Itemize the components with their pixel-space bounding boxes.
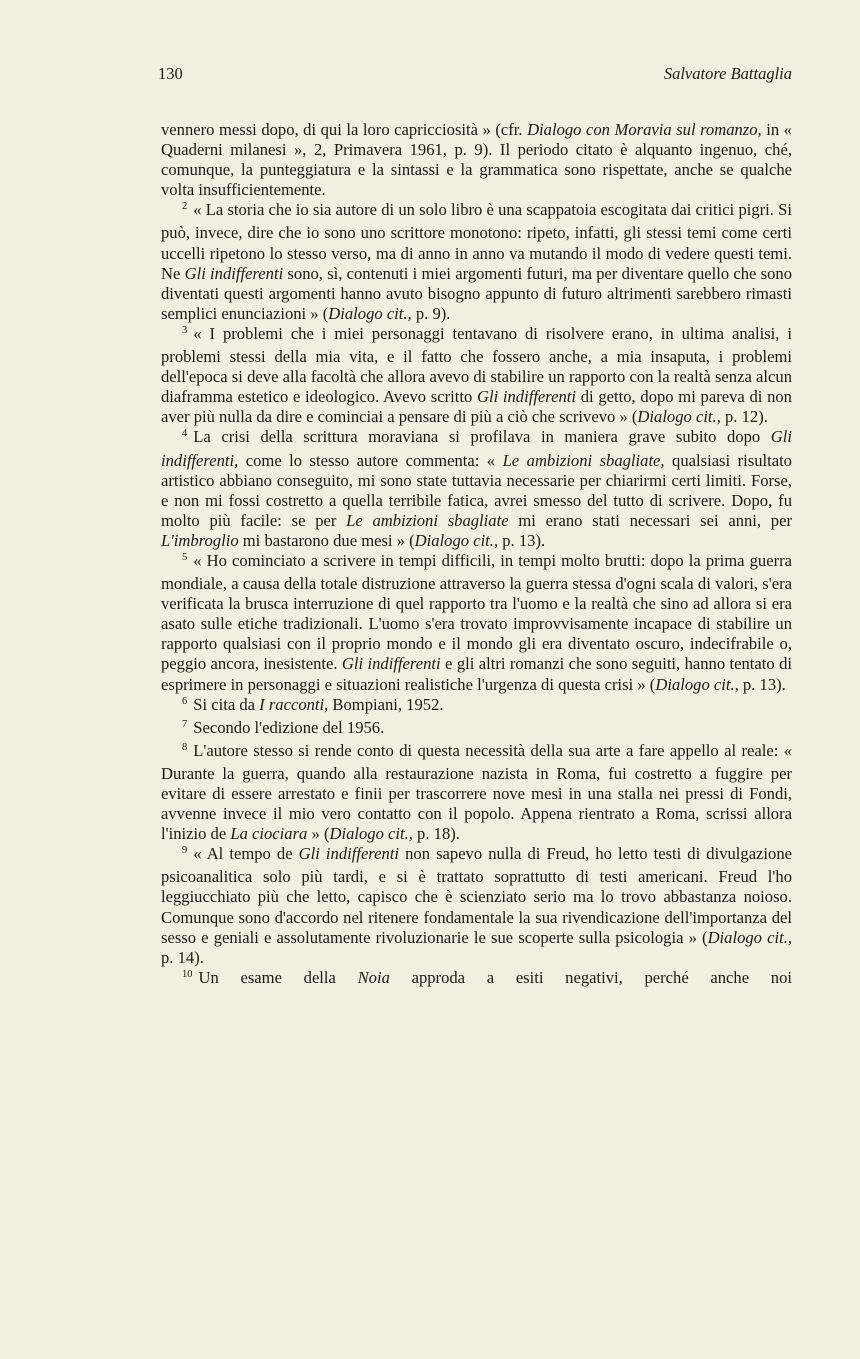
footnote-1-continuation: vennero messi dopo, di qui la loro capricciosità » (cfr. Dialogo con Moravia sul romanzo, in « Quaderni milanesi », 2, Primavera 1961, p. 9). Il periodo citato è alquanto ingenuo, ché, comunque, la punteggiatura e la sintassi e la grammatica sono rispettate, anche se qualche volta insufficientemente. [161, 120, 792, 200]
page-number: 130 [158, 64, 183, 83]
footnote-9: $^9$ « Al tempo de Gli indifferenti non sapevo nulla di Freud, ho letto testi di divulgazione psicoanalitica solo più tardi, e si è trattato soprattutto di testi americani. Freud l'ho leggiucchiato più che letto, capisco che è scienziato serio ma lo trovo abbastanza noioso. Comunque sono d'accordo nel ritenere fondamentale la sua rivendicazione dell'importanza del sesso e geniali e assolutamente rivoluzionarie le sue scoperte sulla psicologia » (Dialogo cit., p. 14). [161, 844, 792, 967]
footnote-number: 2 [182, 201, 188, 213]
footnote-2: $^2$ « La storia che io sia autore di un solo libro è una scappatoia escogitata dai critici pigri. Si può, invece, dire che io sono uno scrittore monotono: ripeto, infatti, gli stessi temi come certi uccelli ripetono lo stesso verso, ma di anno in anno va mutando il modo di vedere questi temi. Ne Gli indifferenti sono, sì, contenuti i miei argomenti futuri, ma per diventare quello che sono diventati questi argomenti hanno avuto bisogno appunto di futuro altrimenti sarebbero rimasti semplici enunciazioni » (Dialogo cit., p. 9). [161, 200, 793, 323]
footnote-number: 6 [182, 695, 188, 707]
footnote-7: $^7$ Secondo l'edizione del 1956. [182, 717, 385, 737]
footnote-8: $^8$ L'autore stesso si rende conto di questa necessità della sua arte a fare appello al reale: « Durante la guerra, quando alla restaurazione nazista in Roma, fui costretto a fuggire per evitare di essere arrestato e finii per trascorrere nove mesi in una stalla nei pressi di Fondi, avvenne invece il mio vero contatto con il popolo. Appena rientrato a Roma, scrissi allora l'inizio de La ciociara » (Dialogo cit., p. 18). [161, 740, 792, 844]
footnote-number: 5 [182, 551, 188, 563]
footnote-number: 9 [182, 845, 188, 857]
footnote-10: $^{10}$ Un esame della Noia approda a esiti negativi, perché anche noi [182, 967, 792, 987]
page-header [158, 64, 792, 88]
footnote-number: 4 [182, 428, 188, 440]
footnote-number: 8 [182, 741, 188, 753]
footnote-number: 3 [182, 324, 188, 336]
footnote-5: $^5$ « Ho cominciato a scrivere in tempi difficili, in tempi molto brutti: dopo la prima guerra mondiale, a causa della totale distruzione attraverso la guerra stessa d'ogni scala di valori, s'era verificata la brusca interruzione di quel rapporto tra l'uomo e la realtà che sino ad allora si era asato sulle etiche tradizionali. L'uomo s'era trovato improvvisamente incapace di stabilire un rapporto qualsiasi con il proprio mondo e il mondo gli era diventato oscuro, indecifrabile o, peggio ancora, inesistente. Gli indifferenti e gli altri romanzi che sono seguiti, hanno tentato di esprimere in personaggi e situazioni realistiche l'urgenza di questa crisi » (Dialogo cit., p. 13). [161, 550, 792, 694]
footnote-number: 10 [182, 968, 193, 980]
footnote-3: $^3$ « I problemi che i miei personaggi tentavano di risolvere erano, in ultima analisi, i problemi stessi della mia vita, e il fatto che fossero anche, a mia insaputa, i problemi dell'epoca si deve alla facoltà che allora avevo di stabilire un rapporto con la realtà senza alcun diaframma estetico e ideologico. Avevo scritto Gli indifferenti di getto, dopo mi pareva di non aver più nulla da dire e cominciai a pensare di più a ciò che scrivevo » (Dialogo cit., p. 12). [161, 323, 792, 427]
footnote-6: $^6$ Si cita da I racconti, Bompiani, 1952. [182, 694, 444, 714]
footnotes [161, 120, 792, 991]
footnote-4: $^4$ La crisi della scrittura moraviana si profilava in maniera grave subito dopo Gli indifferenti, come lo stesso autore commenta: « Le ambizioni sbagliate, qualsiasi risultato artistico abbiano conseguito, mi sono state tuttavia necessarie per chiarirmi certi limiti. Forse, e non mi fossi costretto a quella terribile fatica, avrei smesso del tutto di scrivere. Dopo, fu molto più facile: se per Le ambizioni sbagliate mi erano stati necessari sei anni, per L'imbroglio mi bastarono due mesi » (Dialogo cit., p. 13). [161, 427, 792, 550]
footnote-number: 7 [182, 718, 188, 730]
running-title: Salvatore Battaglia [663, 64, 792, 83]
